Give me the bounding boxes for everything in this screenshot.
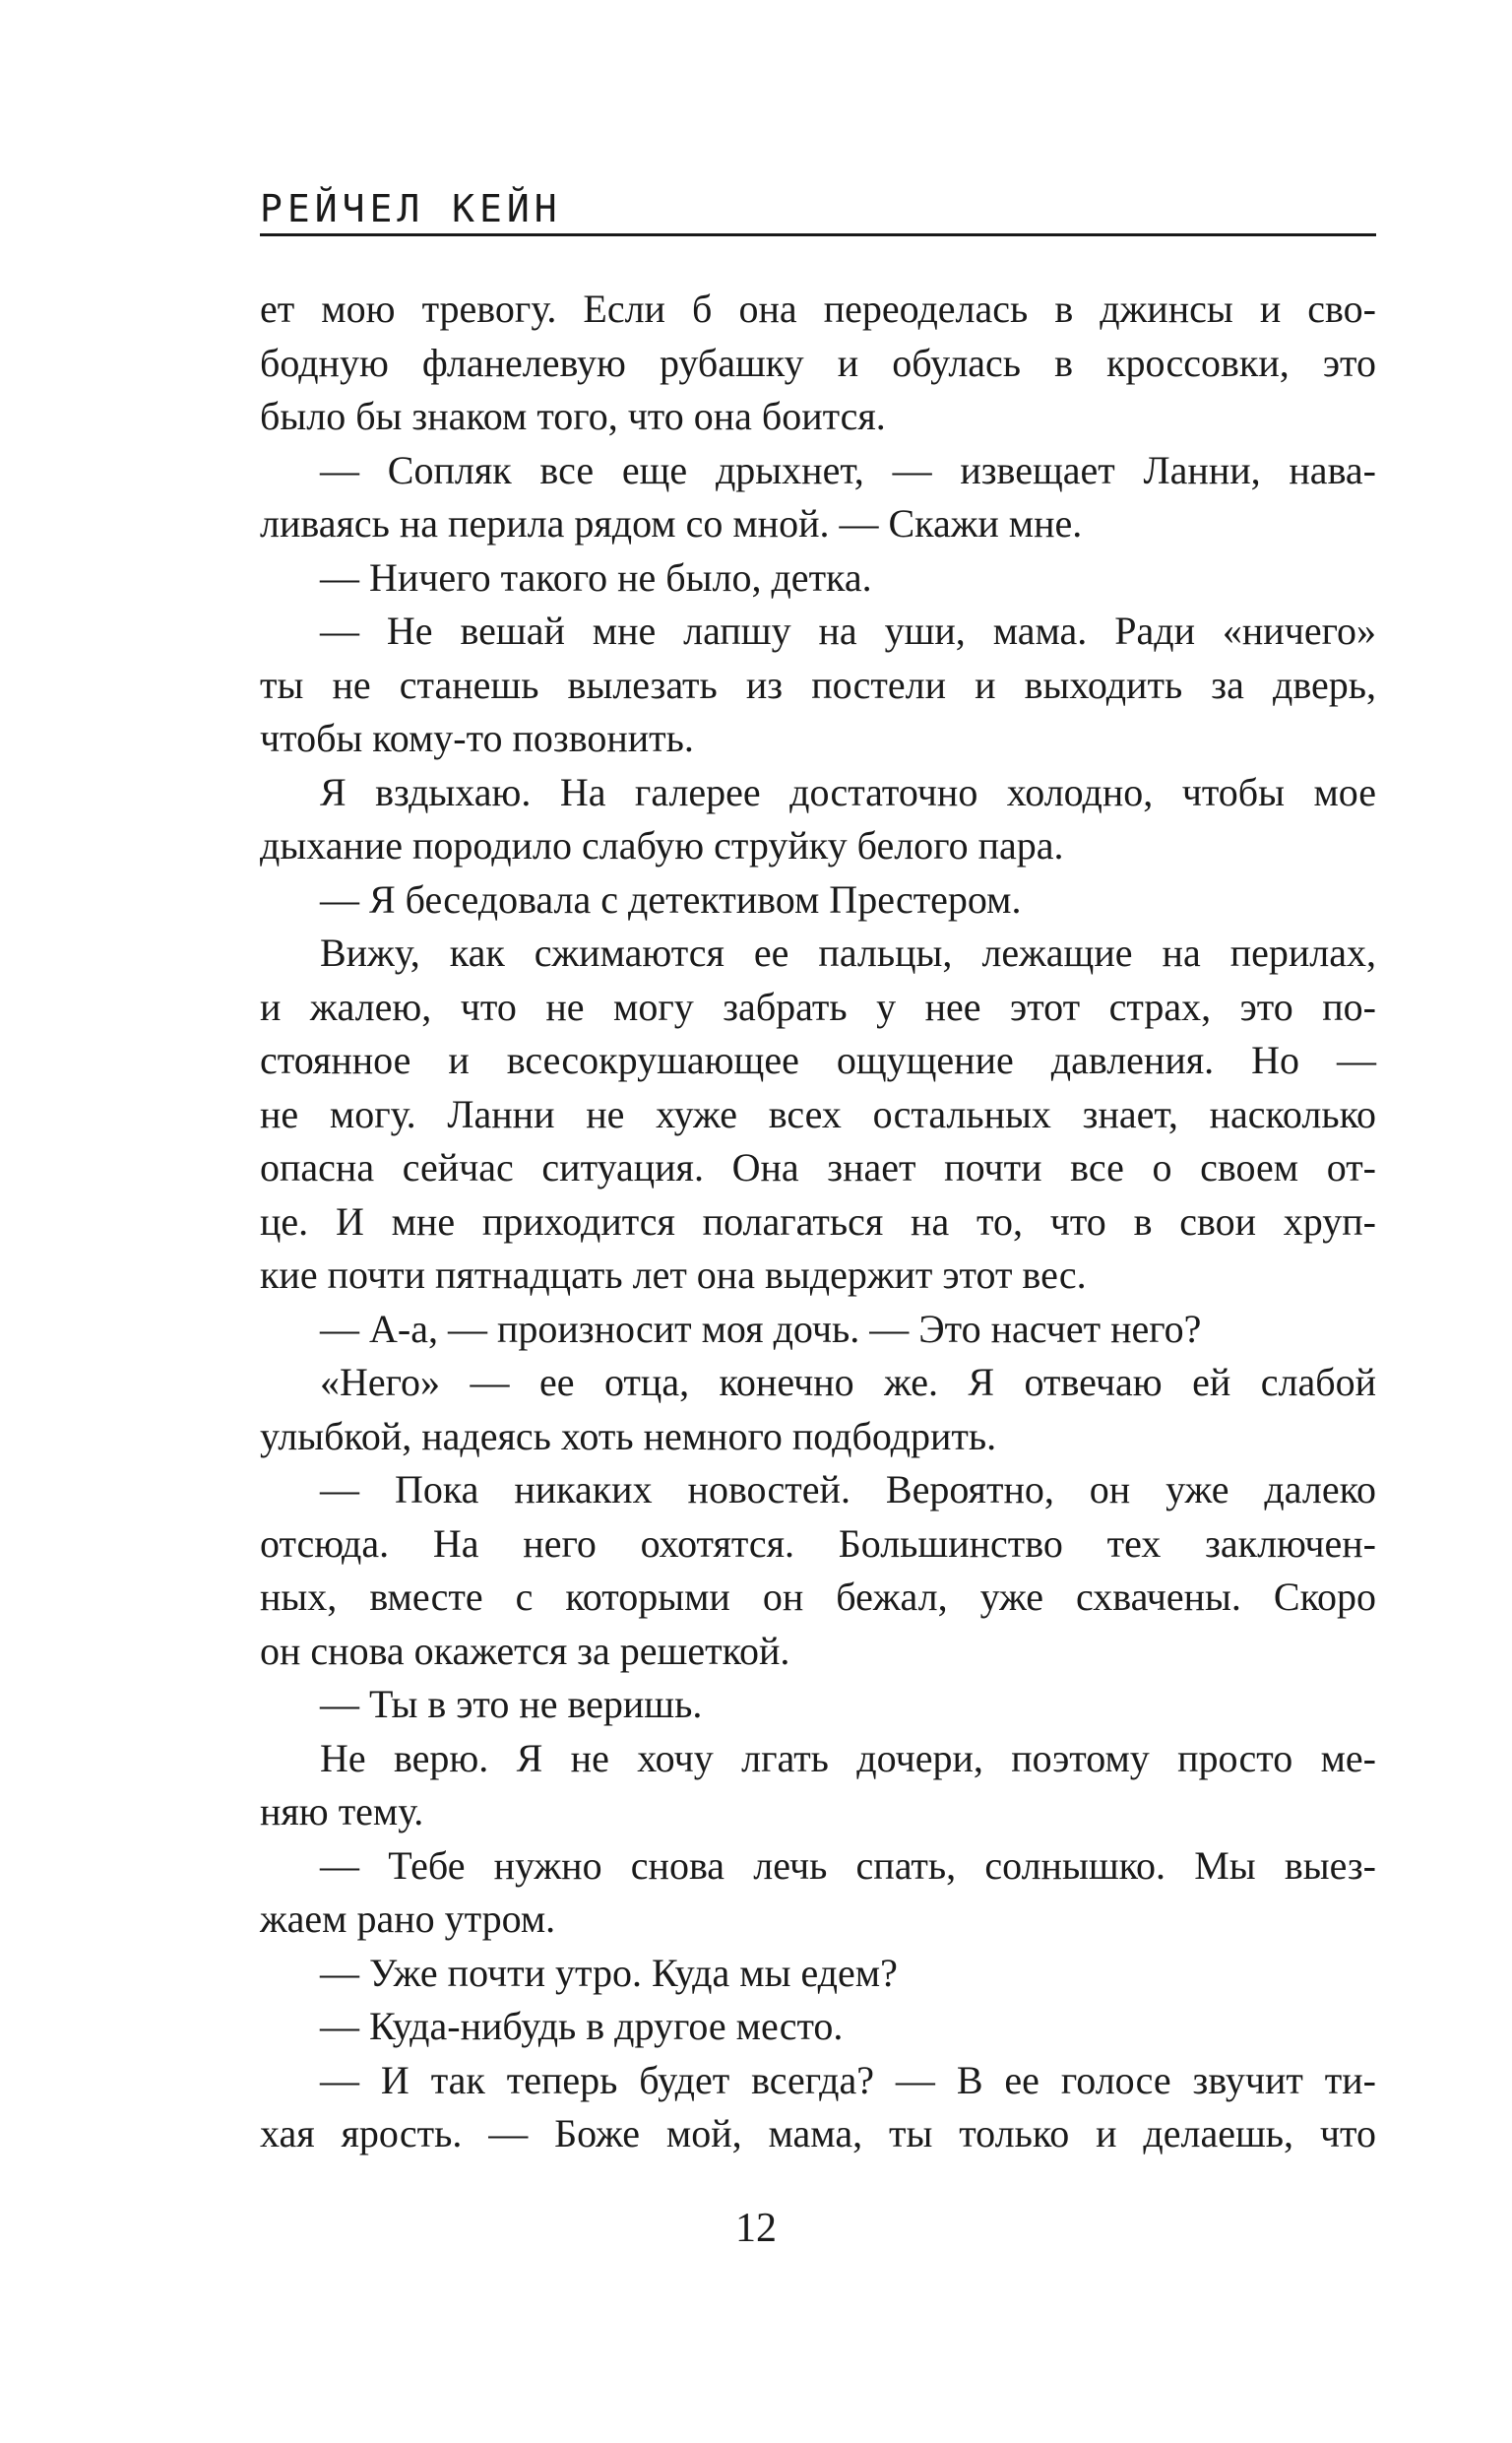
text-line: и жалею, что не могу забрать у нее этот страх, это по- bbox=[260, 984, 1376, 1029]
text-line: отсюда. На него охотятся. Большинство тех заключен- bbox=[260, 1520, 1376, 1566]
text-line: кие почти пятнадцать лет она выдержит этот вес. bbox=[260, 1253, 1087, 1297]
text-line: ты не станешь вылезать из постели и выходить за дверь, bbox=[260, 662, 1376, 707]
body-text bbox=[260, 283, 1376, 2161]
text-line: — Ты в это не веришь. bbox=[320, 1682, 703, 1726]
text-line: Вижу, как сжимаются ее пальцы, лежащие на перилах, bbox=[320, 931, 1376, 975]
text-line: — Пока никаких новостей. Вероятно, он уже далеко bbox=[320, 1467, 1376, 1511]
text-line: Не верю. Я не хочу лгать дочери, поэтому просто ме- bbox=[320, 1735, 1376, 1780]
text-line: ливаясь на перила рядом со мной. — Скажи мне. bbox=[260, 501, 1083, 546]
author-name: РЕЙЧЕЛ КЕЙН bbox=[260, 187, 562, 230]
text-line: улыбкой, надеясь хоть немного подбодрить. bbox=[260, 1413, 997, 1458]
text-line: чтобы кому-то позвонить. bbox=[260, 716, 694, 760]
text-line: «Него» — ее отца, конечно же. Я отвечаю ей слабой bbox=[320, 1360, 1376, 1404]
text-line: ет мою тревогу. Если б она переоделась в джинсы и сво- bbox=[260, 287, 1376, 331]
text-line: бодную фланелевую рубашку и обулась в кроссовки, это bbox=[260, 340, 1376, 385]
text-line: было бы знаком того, что она боится. bbox=[260, 394, 886, 438]
text-line: — Куда-нибудь в другое место. bbox=[320, 2004, 844, 2048]
text-line: няю тему. bbox=[260, 1789, 424, 1833]
text-line: — Тебе нужно снова лечь спать, солнышко. Мы выез- bbox=[320, 1842, 1376, 1888]
text-line: це. И мне приходится полагаться на то, что в свои хруп- bbox=[260, 1198, 1376, 1244]
text-line: он снова окажется за решеткой. bbox=[260, 1628, 790, 1673]
text-line: — Я беседовала с детективом Престером. bbox=[320, 876, 1022, 922]
text-line: стоянное и всесокрушающее ощущение давления. Но — bbox=[260, 1038, 1376, 1082]
text-line: Я вздыхаю. На галерее достаточно холодно, чтобы мое bbox=[320, 769, 1376, 814]
text-line: — А-а, — произносит моя дочь. — Это насчет него? bbox=[320, 1306, 1202, 1351]
text-line: опасна сейчас ситуация. Она знает почти все о своем от- bbox=[260, 1145, 1376, 1189]
text-line: ных, вместе с которыми он бежал, уже схвачены. Скоро bbox=[260, 1575, 1376, 1619]
text-line: — Уже почти утро. Куда мы едем? bbox=[320, 1950, 898, 1995]
text-line: — Ничего такого не было, детка. bbox=[320, 554, 872, 600]
text-line: дыхание породило слабую струйку белого пара. bbox=[260, 823, 1064, 868]
running-head bbox=[260, 177, 1376, 236]
text-line: жаем рано утром. bbox=[260, 1897, 556, 1941]
text-line: — Не вешай мне лапшу на уши, мама. Ради «ничего» bbox=[320, 609, 1376, 653]
text-line: — Сопляк все еще дрыхнет, — извещает Ланни, нава- bbox=[320, 447, 1376, 492]
page-number: 12 bbox=[735, 2206, 777, 2251]
text-line: хая ярость. — Боже мой, мама, ты только и делаешь, что bbox=[260, 2111, 1376, 2155]
text-line: — И так теперь будет всегда? — В ее голосе звучит ти- bbox=[320, 2057, 1376, 2102]
text-line: не могу. Ланни не хуже всех остальных знает, насколько bbox=[260, 1091, 1376, 1136]
